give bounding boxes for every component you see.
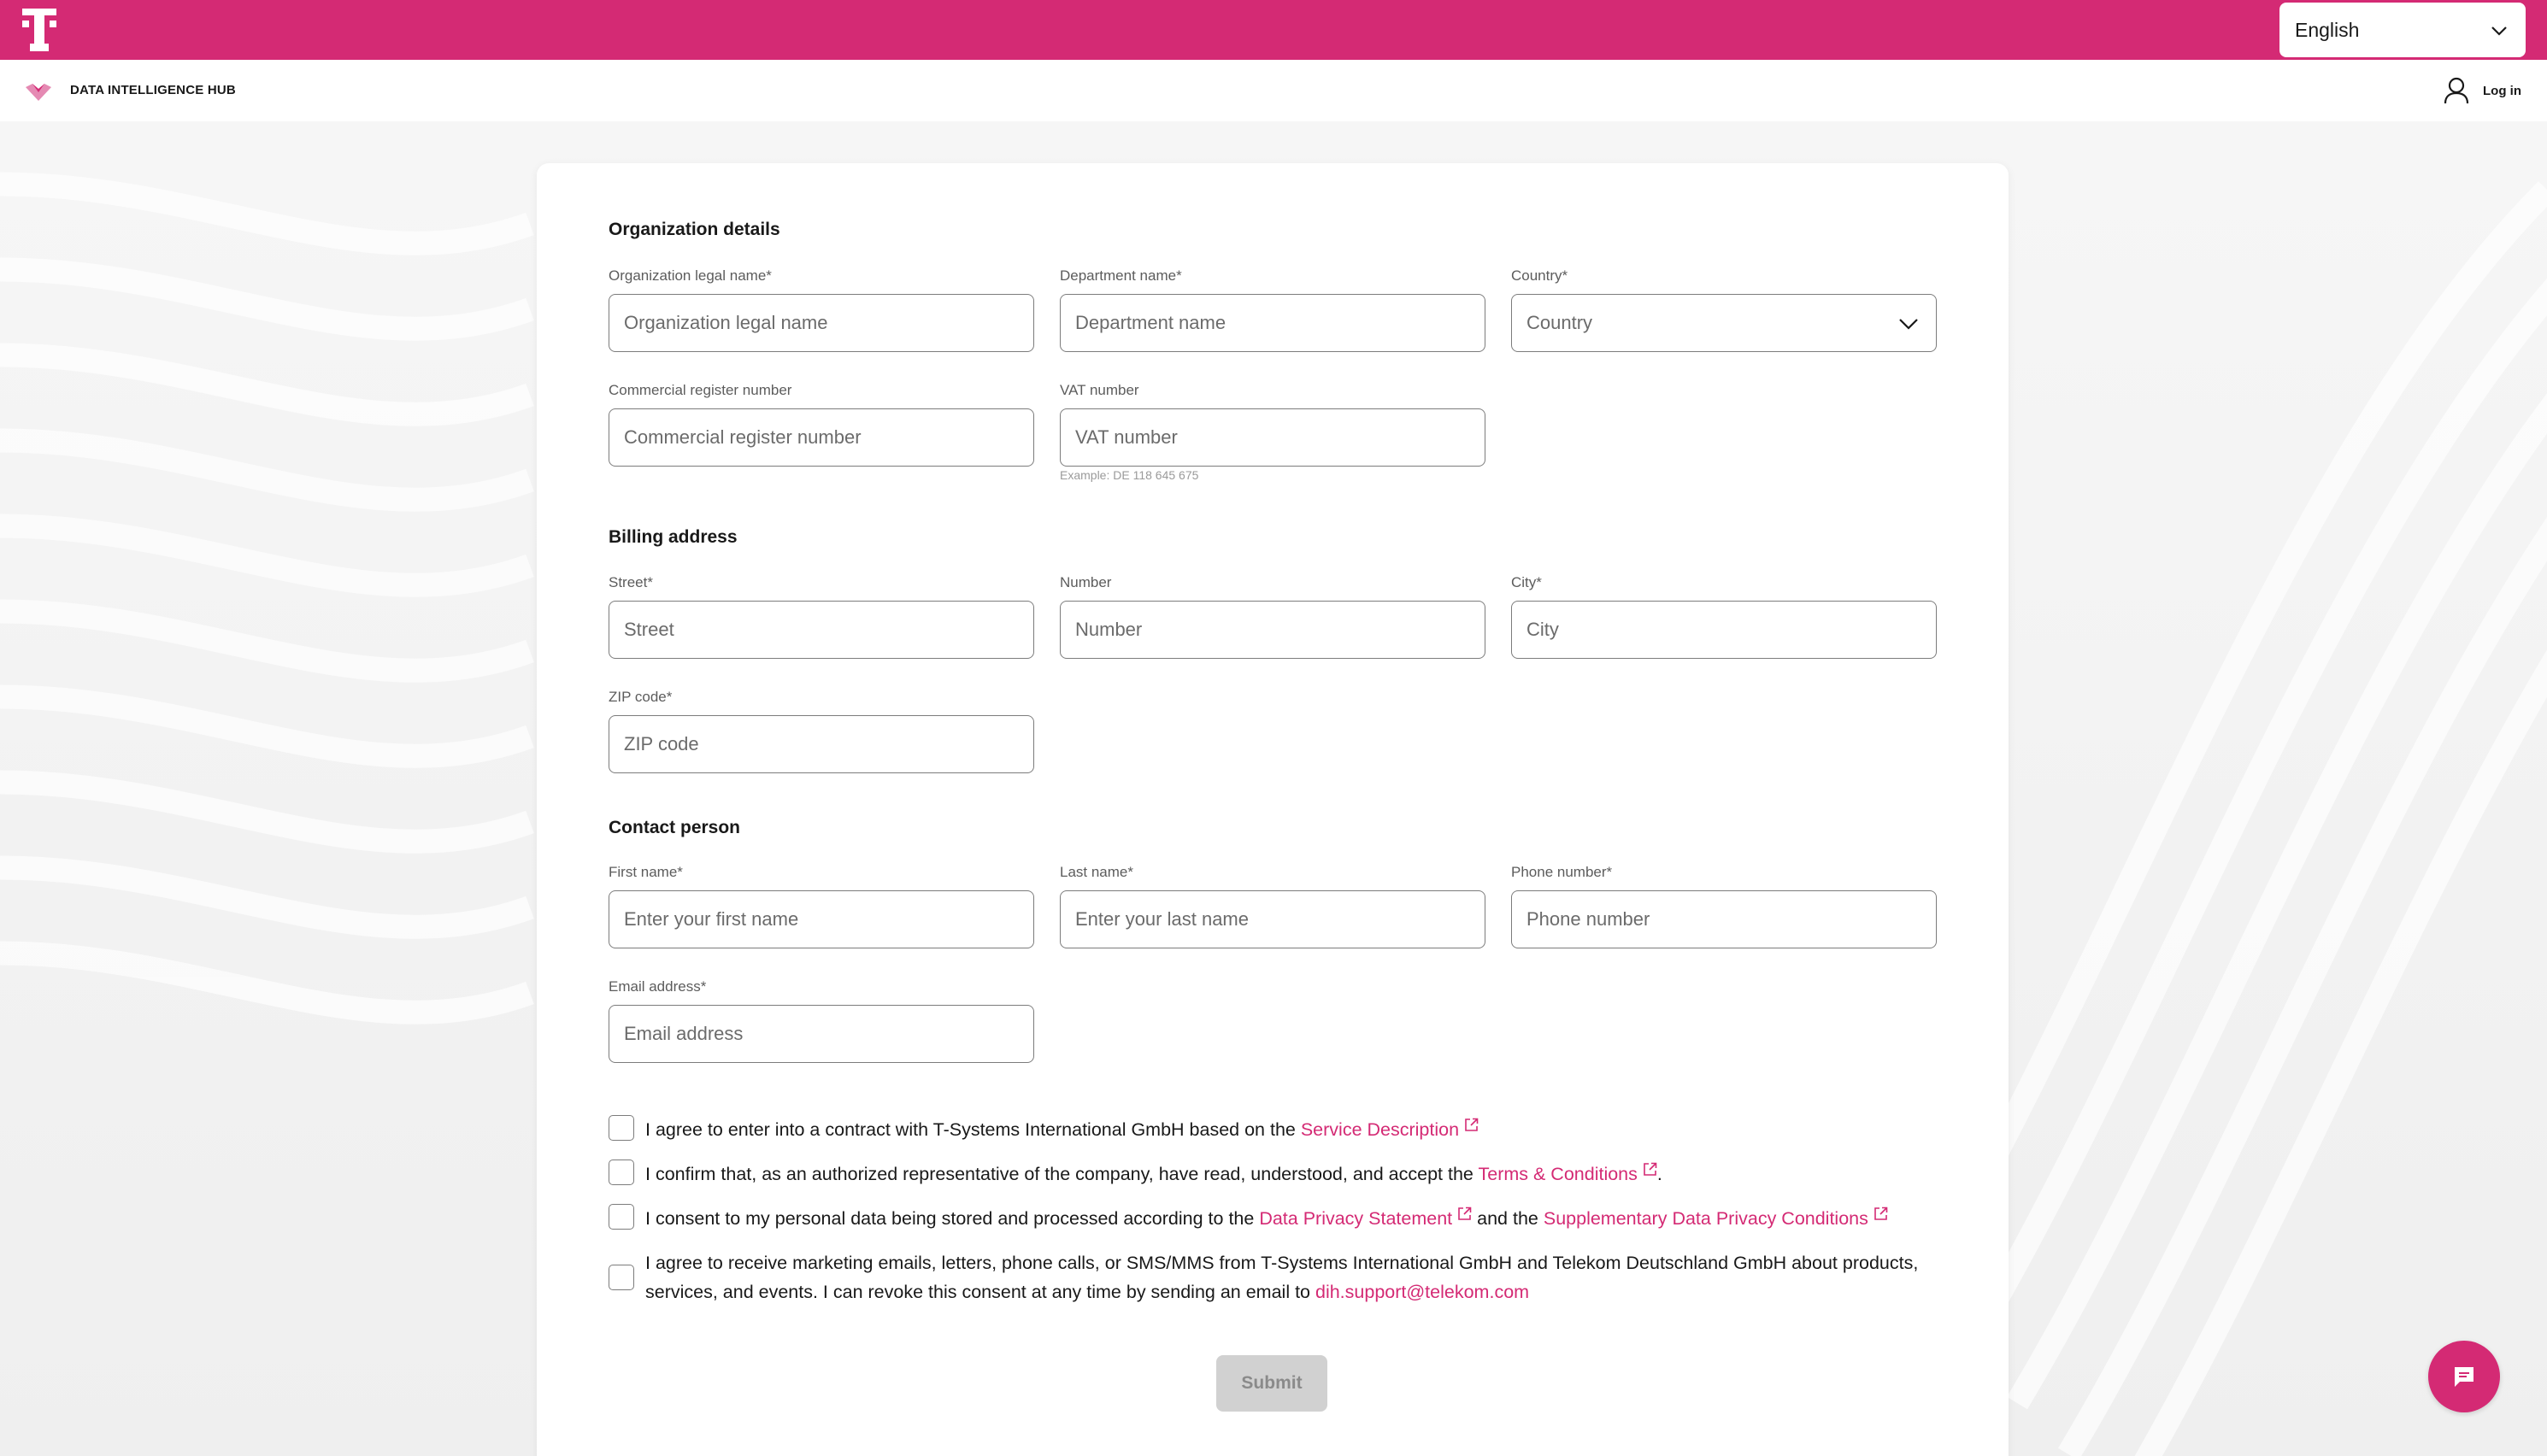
- language-select[interactable]: [2279, 3, 2526, 57]
- number-input[interactable]: [1060, 601, 1485, 659]
- consent-terms-conditions: [609, 1160, 1662, 1189]
- consent-marketing: [609, 1248, 1942, 1306]
- last-name-input[interactable]: [1060, 890, 1485, 948]
- registration-form-card: [537, 163, 2009, 1456]
- vat-number-input[interactable]: [1060, 408, 1485, 467]
- consent-text-4: [645, 1248, 1942, 1306]
- section-title-organization: Organization details: [609, 220, 780, 239]
- data-privacy-statement-link[interactable]: Data Privacy Statement: [1259, 1208, 1453, 1229]
- vat-label: VAT number: [1060, 382, 1139, 398]
- country-label: Country*: [1511, 267, 1568, 284]
- external-link-icon: [1873, 1206, 1888, 1221]
- consent-2-text: I confirm that, as an authorized representative of the company, have read, understood, and accept the: [645, 1164, 1479, 1184]
- first-name-input[interactable]: [609, 890, 1034, 948]
- consent-1-text: I agree to enter into a contract with T-Systems International GmbH based on the: [645, 1119, 1301, 1140]
- chevron-down-icon: [2490, 21, 2509, 40]
- email-label: Email address*: [609, 978, 707, 995]
- login-button[interactable]: [2444, 75, 2521, 106]
- country-select[interactable]: [1511, 294, 1937, 352]
- terms-conditions-link[interactable]: Terms & Conditions: [1478, 1164, 1638, 1184]
- chat-icon: [2452, 1365, 2476, 1388]
- user-icon: [2444, 77, 2469, 104]
- consent-3-text: I consent to my personal data being stored and processed according to the: [645, 1208, 1260, 1229]
- submit-button[interactable]: Submit: [1216, 1355, 1327, 1412]
- consent-checkbox-1[interactable]: [609, 1115, 634, 1141]
- zip-code-input[interactable]: [609, 715, 1034, 773]
- consent-text-1: [645, 1115, 1479, 1144]
- phone-number-input[interactable]: [1511, 890, 1937, 948]
- supplementary-privacy-conditions-link[interactable]: Supplementary Data Privacy Conditions: [1543, 1208, 1868, 1229]
- sub-navigation: [0, 60, 2547, 121]
- external-link-icon: [1457, 1206, 1472, 1221]
- top-bar: [0, 0, 2547, 60]
- telekom-t-icon[interactable]: [22, 9, 56, 51]
- chevron-down-icon: [1898, 315, 1919, 332]
- consent-checkbox-3[interactable]: [609, 1204, 634, 1230]
- consent-service-description: [609, 1115, 1479, 1144]
- email-address-input[interactable]: [609, 1005, 1034, 1063]
- phone-label: Phone number*: [1511, 864, 1613, 880]
- commercial-register-input[interactable]: [609, 408, 1034, 467]
- vat-hint: Example: DE 118 645 675: [1060, 468, 1199, 482]
- organization-legal-name-input[interactable]: [609, 294, 1034, 352]
- section-title-billing: Billing address: [609, 527, 738, 547]
- consent-4-text: I agree to receive marketing emails, letters, phone calls, or SMS/MMS from T-Systems International GmbH and Telekom Deutschland GmbH about products, services, and events. I can revoke this consent at any time by sending an email to: [645, 1253, 1919, 1302]
- department-name-input[interactable]: [1060, 294, 1485, 352]
- consent-checkbox-2[interactable]: [609, 1160, 634, 1185]
- street-label: Street*: [609, 574, 653, 590]
- section-title-contact: Contact person: [609, 818, 741, 837]
- consent-data-privacy: [609, 1204, 1888, 1233]
- first-name-label: First name*: [609, 864, 683, 880]
- register-label: Commercial register number: [609, 382, 792, 398]
- legal-name-label: Organization legal name*: [609, 267, 772, 284]
- city-label: City*: [1511, 574, 1542, 590]
- consent-2-end: .: [1656, 1164, 1662, 1184]
- city-input[interactable]: [1511, 601, 1937, 659]
- service-description-link[interactable]: Service Description: [1300, 1119, 1460, 1140]
- external-link-icon: [1643, 1162, 1657, 1177]
- login-label: Log in: [2483, 83, 2521, 98]
- app-title[interactable]: DATA INTELLIGENCE HUB: [70, 83, 236, 97]
- consent-text-2: [645, 1160, 1662, 1189]
- chat-button[interactable]: [2428, 1341, 2500, 1412]
- consent-checkbox-4[interactable]: [609, 1265, 634, 1290]
- number-label: Number: [1060, 574, 1112, 590]
- language-selected: English: [2295, 18, 2360, 41]
- country-placeholder: Country: [1526, 312, 1593, 333]
- external-link-icon: [1464, 1118, 1479, 1132]
- department-label: Department name*: [1060, 267, 1182, 284]
- data-intelligence-hub-logo-icon[interactable]: [24, 82, 53, 103]
- consent-text-3: [645, 1204, 1888, 1233]
- zip-label: ZIP code*: [609, 689, 673, 705]
- support-email-link[interactable]: dih.support@telekom.com: [1315, 1282, 1530, 1302]
- last-name-label: Last name*: [1060, 864, 1133, 880]
- consent-3-middle: and the: [1472, 1208, 1544, 1229]
- street-input[interactable]: [609, 601, 1034, 659]
